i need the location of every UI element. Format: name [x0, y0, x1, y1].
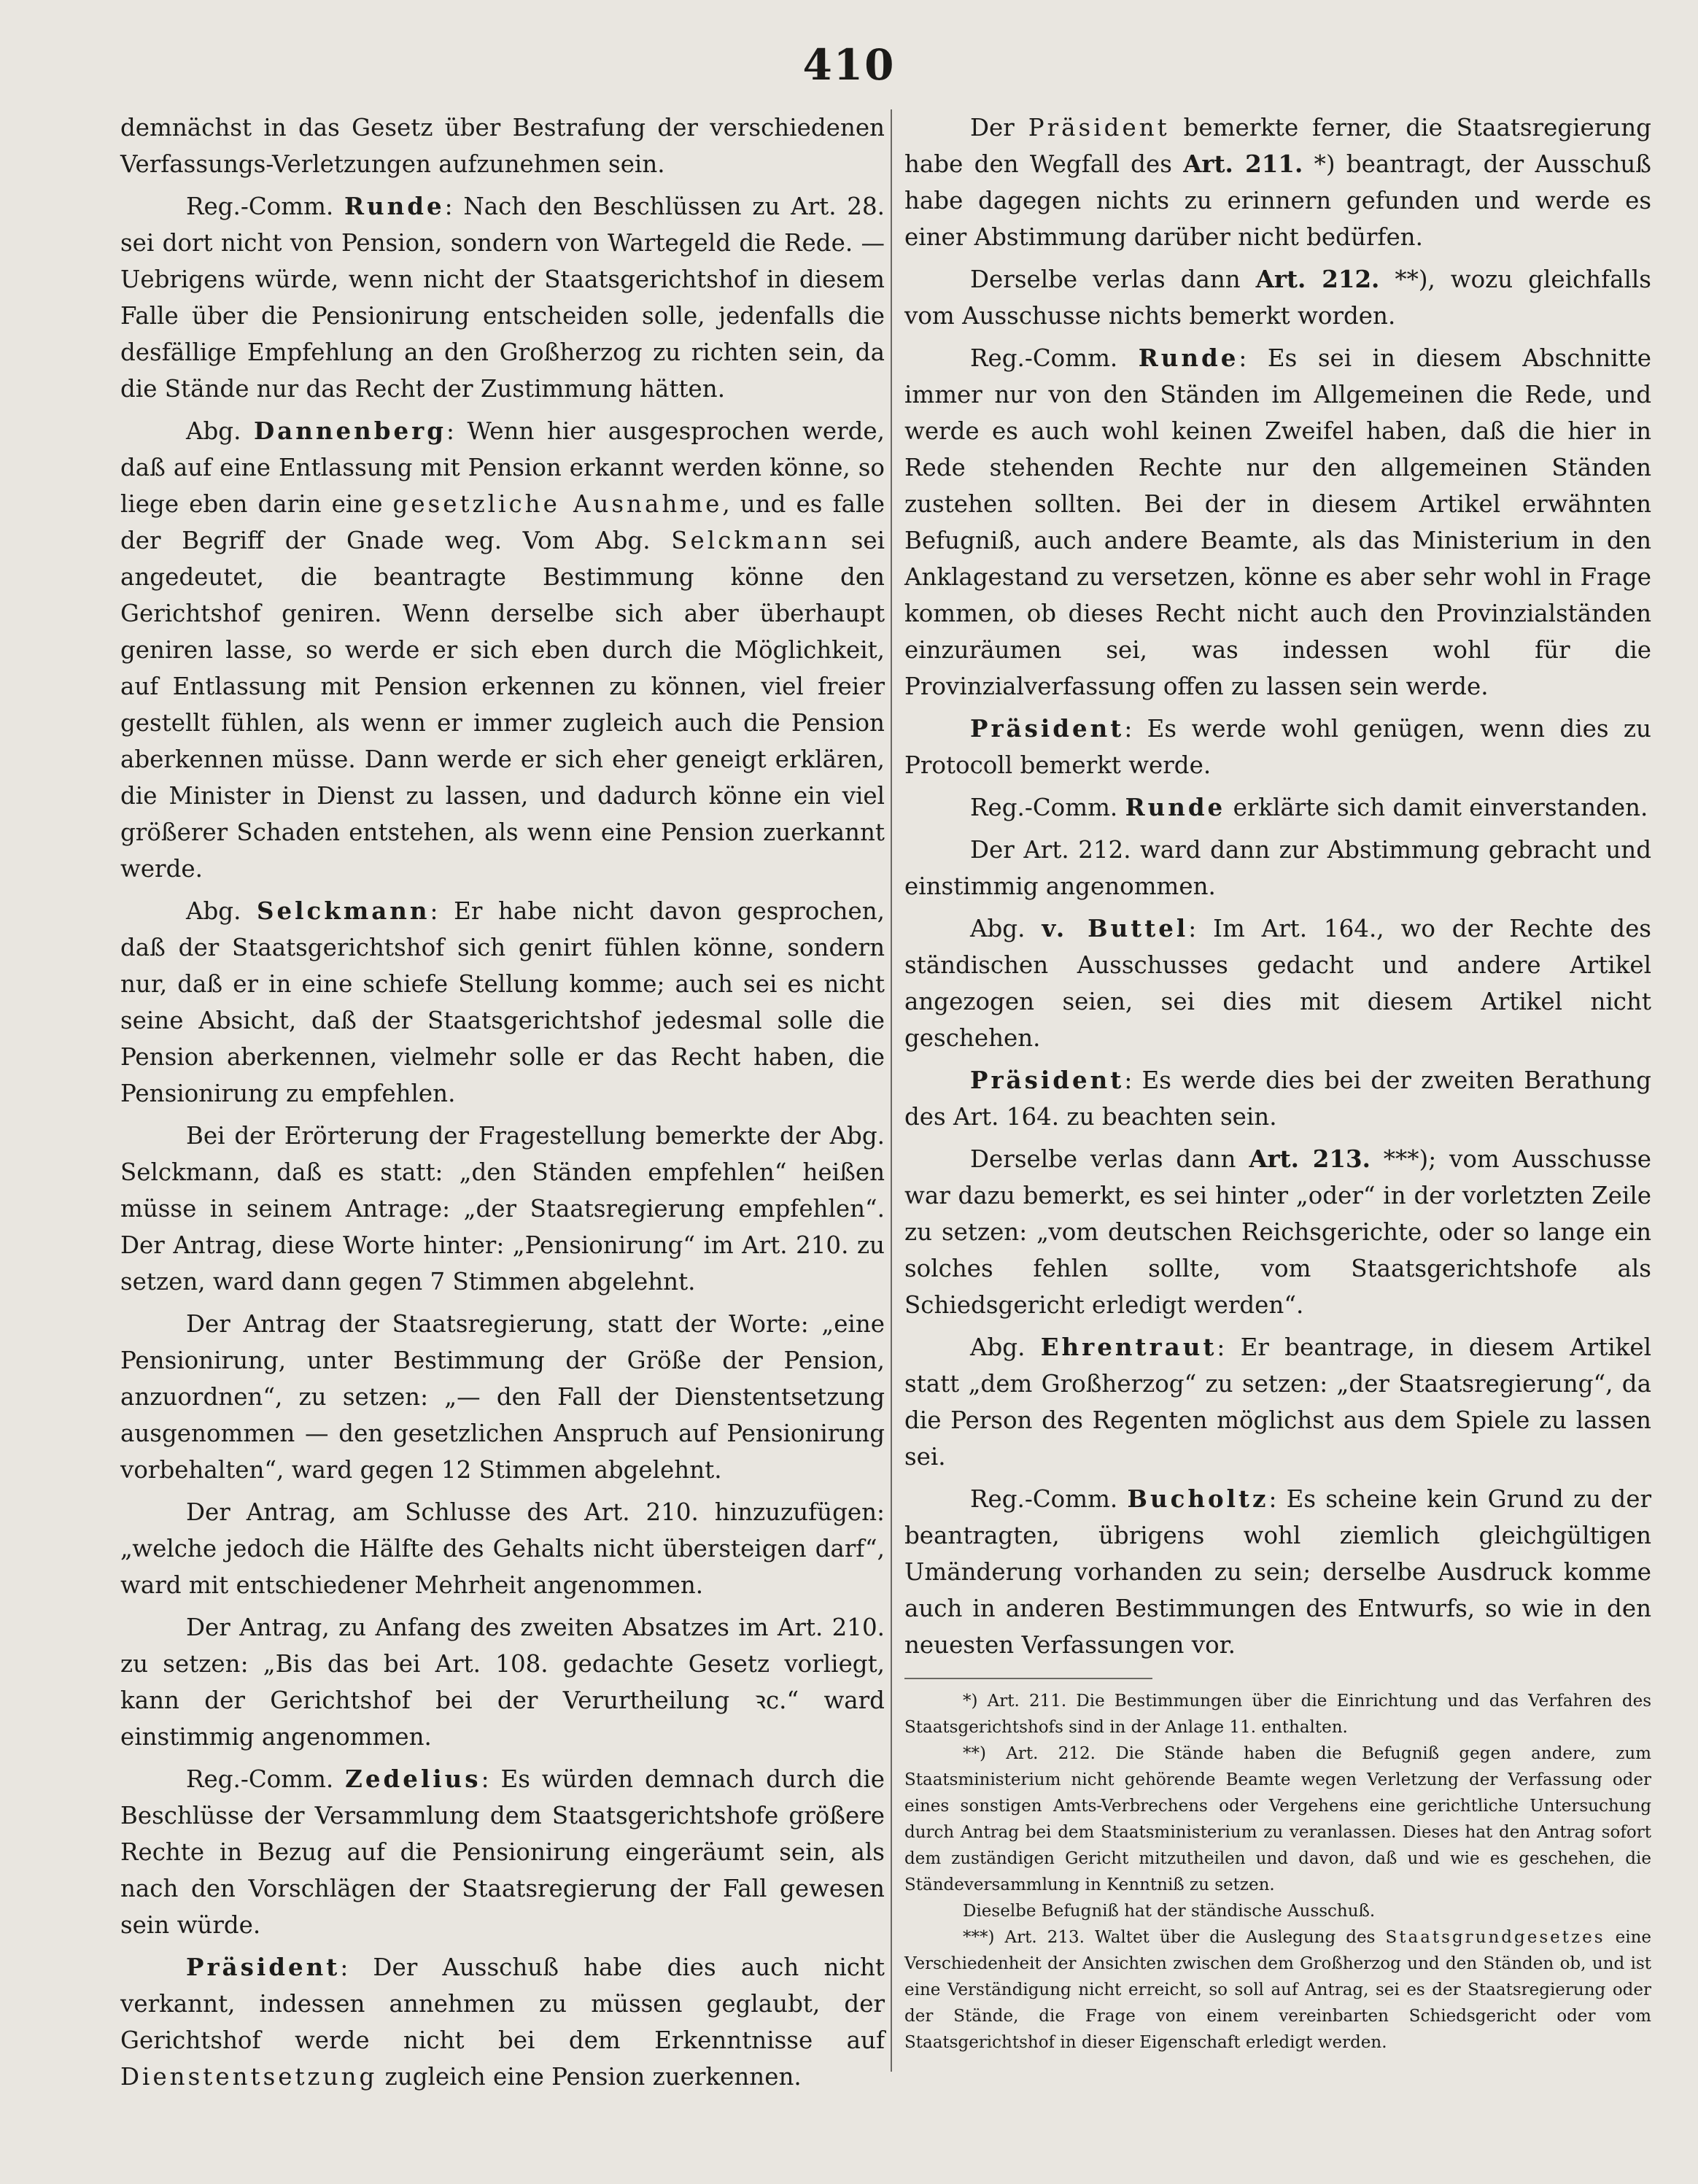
footnotes	[904, 1688, 1651, 2056]
emphasis: gesetzliche Ausnahme	[392, 490, 723, 518]
speaker-name: Dannenberg	[253, 417, 447, 445]
paragraph: Derselbe verlas dann Art. 212. **), wozu gleichfalls vom Ausschusse nichts bemerkt worden.	[904, 265, 1651, 330]
speaker-name: Präsident	[186, 1953, 341, 1981]
speaker-name: Selckmann	[257, 897, 430, 925]
paragraph: Abg. Ehrentraut: Er beantrage, in diesem Artikel statt „dem Großherzog“ zu setzen: „der Staatsregierung“, da die Person des Regenten möglichst aus dem Spiele zu lassen sei.	[904, 1333, 1651, 1471]
article-ref: Art. 213.	[1249, 1145, 1371, 1173]
right-column	[904, 109, 1651, 2056]
speaker-name: Runde	[1138, 344, 1239, 372]
speaker-name: Runde	[1125, 793, 1226, 821]
paragraph: Der Antrag der Staatsregierung, statt der Worte: „eine Pensionirung, unter Bestimmung der Größe der Pension, anzuordnen“, zu setzen: „— den Fall der Dienstentsetzung ausgenommen — den gesetzlichen Anspruch auf Pensionirung vorbehalten“, ward gegen 12 Stimmen abgelehnt.	[120, 1310, 885, 1484]
paragraph: Abg. v. Buttel: Im Art. 164., wo der Rechte des ständischen Ausschusses gedacht und andere Artikel angezogen seien, sei dies mit diesem Artikel nicht geschehen.	[904, 914, 1651, 1052]
speaker-name: Präsident	[970, 714, 1125, 743]
paragraph: demnächst in das Gesetz über Bestrafung der verschiedenen Verfassungs-Verletzungen aufzunehmen sein.	[120, 114, 885, 178]
speaker-name: Ehrentraut	[1040, 1333, 1217, 1361]
paragraph: Reg.-Comm. Bucholtz: Es scheine kein Grund zu der beantragten, übrigens wohl ziemlich gleichgültigen Umänderung vorhanden zu sein; derselbe Ausdruck komme auch in anderen Bestimmungen des Entwurfs, so wie in den neuesten Verfassungen vor.	[904, 1484, 1651, 1659]
paragraph: Abg. Dannenberg: Wenn hier ausgesprochen werde, daß auf eine Entlassung mit Pension erkannt werden könne, so liege eben darin eine gesetzliche Ausnahme, und es falle der Begriff der Gnade weg. Vom Abg. Selckmann sei angedeutet, die beantragte Bestimmung könne den Gerichtshof geniren. Wenn derselbe sich aber überhaupt geniren lasse, so werde er sich eben durch die Möglichkeit, auf Entlassung mit Pension erkennen zu können, viel freier gestellt fühlen, als wenn er immer zugleich auch die Pension aberkennen müsse. Dann werde er sich eher geneigt erklären, die Minister in Dienst zu lassen, und dadurch könne ein viel größerer Schaden entstehen, als wenn eine Pension zuerkannt werde.	[120, 417, 885, 883]
paragraph: Der Antrag, zu Anfang des zweiten Absatzes im Art. 210. zu setzen: „Bis das bei Art. 108. gedachte Gesetz vorliegt, kann der Gerichtshof bei der Verurtheilung ꝛc.“ ward einstimmig angenommen.	[120, 1614, 885, 1751]
paragraph: Derselbe verlas dann Art. 213. ***); vom Ausschusse war dazu bemerkt, es sei hinter „oder“ in der vorletzten Zeile zu setzen: „vom deutschen Reichsgerichte, oder so lange ein solches fehlen sollte, vom Staatsgerichtshofe als Schiedsgericht erledigt werden“.	[904, 1145, 1651, 1319]
speaker-name: Selckmann	[671, 527, 831, 554]
footnote: Dieselbe Befugniß hat der ständische Ausschuß.	[963, 1902, 1376, 1921]
article-ref: Art. 212.	[1255, 265, 1380, 293]
speaker-name: Runde	[344, 192, 445, 220]
speaker-name: v. Buttel	[1042, 914, 1189, 942]
speaker-name: Bucholtz	[1127, 1484, 1269, 1513]
paragraph: Präsident: Es werde wohl genügen, wenn dies zu Protocoll bemerkt werde.	[904, 714, 1651, 779]
column-divider	[891, 109, 892, 2072]
paragraph: Präsident: Es werde dies bei der zweiten Berathung des Art. 164. zu beachten sein.	[904, 1066, 1651, 1131]
footnote: **) Art. 212. Die Stände haben die Befugniß gegen andere, zum Staatsministerium nicht gehörende Beamte wegen Verletzung der Verfassung oder eines sonstigen Amts-Verbrechens oder Vergehens eine gerichtliche Untersuchung durch Antrag bei dem Staatsministerium zu veranlassen. Dieses hat den Antrag sofort dem zuständigen Gericht mitzutheilen und davon, daß und wie es geschehen, die Ständeversammlung in Kenntniß zu setzen.	[904, 1744, 1651, 1894]
paragraph: Reg.-Comm. Runde: Nach den Beschlüssen zu Art. 28. sei dort nicht von Pension, sondern von Wartegeld die Rede. — Uebrigens würde, wenn nicht der Staatsgerichtshof in diesem Falle über die Pensionirung entscheiden solle, jedenfalls die desfällige Empfehlung an den Großherzog zu richten sein, da die Stände nur das Recht der Zustimmung hätten.	[120, 192, 885, 403]
paragraph: Abg. Selckmann: Er habe nicht davon gesprochen, daß der Staatsgerichtshof sich genirt fühlen könne, sondern nur, daß er in eine schiefe Stellung komme; auch sei es nicht seine Absicht, daß der Staatsgerichtshof jedesmal solle die Pension aberkennen, vielmehr solle er das Recht haben, die Pensionirung zu empfehlen.	[120, 897, 885, 1107]
speaker-name: Präsident	[970, 1066, 1125, 1094]
emphasis: Staatsgrundgesetzes	[1385, 1928, 1605, 1947]
speaker-name: Zedelius	[345, 1765, 481, 1793]
paragraph: Präsident: Der Ausschuß habe dies auch nicht verkannt, indessen annehmen zu müssen geglaubt, der Gerichtshof werde nicht bei dem Erkenntnisse auf Dienstentsetzung zugleich eine Pension zuerkennen.	[120, 1953, 885, 2091]
paragraph: Bei der Erörterung der Fragestellung bemerkte der Abg. Selckmann, daß es statt: „den Ständen empfehlen“ heißen müsse in seinem Antrage: „der Staatsregierung empfehlen“. Der Antrag, diese Worte hinter: „Pensionirung“ im Art. 210. zu setzen, ward dann gegen 7 Stimmen abgelehnt.	[120, 1122, 885, 1296]
paragraph: Reg.-Comm. Runde erklärte sich damit einverstanden.	[970, 793, 1648, 821]
footnote: ***) Art. 213. Waltet über die Auslegung des Staatsgrundgesetzes eine Verschiedenheit der Ansichten zwischen dem Großherzog und den Ständen ob, und ist eine Verständigung nicht erreicht, so soll auf Antrag, sei es der Staatsregierung oder der Stände, die Frage von einem vereinbarten Schiedsgericht oder vom Staatsgerichtshof in dieser Eigenschaft erledigt werden.	[904, 1928, 1652, 2052]
page-number: 410	[802, 40, 896, 90]
paragraph: Reg.-Comm. Zedelius: Es würden demnach durch die Beschlüsse der Versammlung dem Staatsgerichtshofe größere Rechte in Bezug auf die Pensionirung eingeräumt sein, als nach den Vorschlägen der Staatsregierung der Fall gewesen sein würde.	[120, 1765, 885, 1939]
paragraph: Der Antrag, am Schlusse des Art. 210. hinzuzufügen: „welche jedoch die Hälfte des Gehalts nicht übersteigen darf“, ward mit entschiedener Mehrheit angenommen.	[120, 1498, 885, 1599]
paragraph: Der Präsident bemerkte ferner, die Staatsregierung habe den Wegfall des Art. 211. *) beantragt, der Ausschuß habe dagegen nichts zu erinnern gefunden und werde es einer Abstimmung darüber nicht bedürfen.	[904, 114, 1652, 251]
paragraph: Reg.-Comm. Runde: Es sei in diesem Abschnitte immer nur von den Ständen im Allgemeinen die Rede, und werde es auch wohl keinen Zweifel haben, daß die hier in Rede stehenden Rechte nur den allgemeinen Ständen zustehen sollten. Bei der in diesem Artikel erwähnten Befugniß, auch andere Beamte, als das Ministerium in den Anklagestand zu versetzen, könne es aber sehr wohl in Frage kommen, ob dieses Recht nicht auch den Provinzialständen einzuräumen sei, was indessen wohl für die Provinzialverfassung offen zu lassen sein werde.	[904, 344, 1651, 700]
paragraph: Der Art. 212. ward dann zur Abstimmung gebracht und einstimmig angenommen.	[904, 836, 1651, 900]
article-ref: Art. 211.	[1183, 150, 1303, 178]
speaker-name: Präsident	[1028, 114, 1170, 142]
footnote: *) Art. 211. Die Bestimmungen über die Einrichtung und das Verfahren des Staatsgerichtshofs sind in der Anlage 11. enthalten.	[904, 1692, 1651, 1737]
emphasis: Dienstentsetzung	[120, 2063, 378, 2091]
footnote-rule	[904, 1678, 1152, 1679]
left-column	[120, 109, 885, 2101]
